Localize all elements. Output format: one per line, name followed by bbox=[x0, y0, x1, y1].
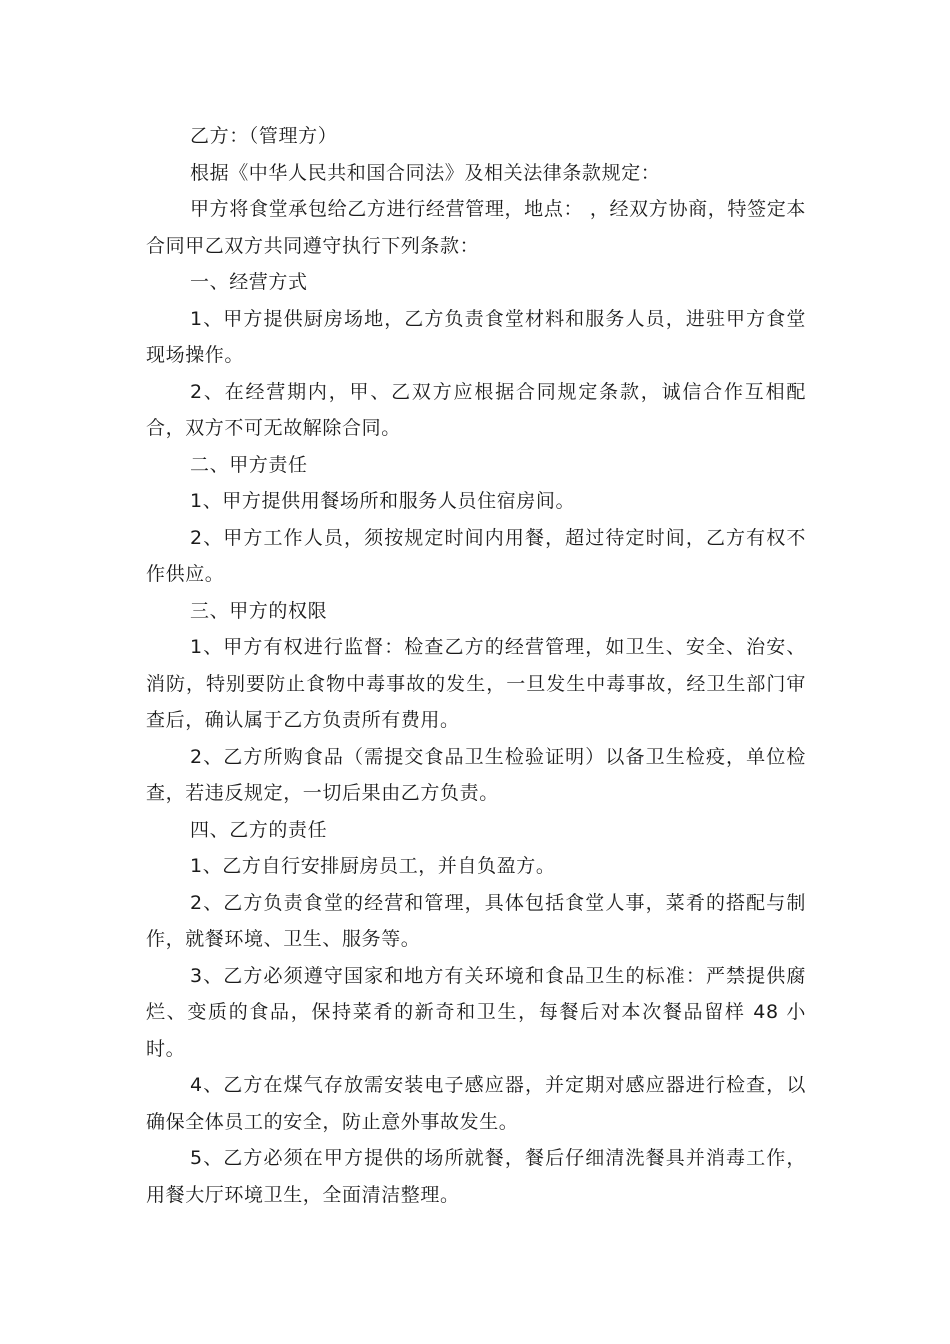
clause-4-4: 4、乙方在煤气存放需安装电子感应器，并定期对感应器进行检查，以确保全体员工的安全，防止意外事故发生。 bbox=[146, 1074, 806, 1133]
clause-2-2: 2、甲方工作人员，须按规定时间内用餐，超过待定时间，乙方有权不作供应。 bbox=[146, 526, 806, 585]
clause-1-1: 1、甲方提供厨房场地，乙方负责食堂材料和服务人员，进驻甲方食堂现场操作。 bbox=[146, 307, 806, 366]
party-b-line: 乙方：（管理方） bbox=[190, 125, 338, 147]
clause-3-2: 2、乙方所购食品（需提交食品卫生检验证明）以备卫生检疫，单位检查，若违反规定，一切后果由乙方负责。 bbox=[146, 745, 806, 804]
section-heading-2: 二、甲方责任 bbox=[190, 453, 308, 476]
clause-4-2: 2、乙方负责食堂的经营和管理，具体包括食堂人事，菜肴的搭配与制作，就餐环境、卫生、服务等。 bbox=[146, 891, 806, 950]
clause-4-3: 3、乙方必须遵守国家和地方有关环境和食品卫生的标准：严禁提供腐烂、变质的食品，保持菜肴的新奇和卫生，每餐后对本次餐品留样 48 小时。 bbox=[146, 964, 806, 1060]
legal-basis-line: 根据《中华人民共和国合同法》及相关法律条款规定： bbox=[190, 161, 661, 184]
clause-1-2: 2、在经营期内，甲、乙双方应根据合同规定条款，诚信合作互相配合，双方不可无故解除合同。 bbox=[146, 380, 806, 439]
section-heading-1: 一、经营方式 bbox=[190, 271, 308, 293]
clause-4-5: 5、乙方必须在甲方提供的场所就餐，餐后仔细清洗餐具并消毒工作，用餐大厅环境卫生，全面清洁整理。 bbox=[146, 1147, 806, 1206]
section-heading-3: 三、甲方的权限 bbox=[190, 599, 328, 622]
clause-2-1: 1、甲方提供用餐场所和服务人员住宿房间。 bbox=[190, 490, 576, 512]
clause-3-1: 1、甲方有权进行监督：检查乙方的经营管理，如卫生、安全、治安、消防，特别要防止食物中毒事故的发生，一旦发生中毒事故，经卫生部门审查后，确认属于乙方负责所有费用。 bbox=[146, 636, 806, 731]
preamble-paragraph: 甲方将食堂承包给乙方进行经营管理，地点： ，经双方协商，特签定本合同甲乙双方共同遵守执行下列条款： bbox=[146, 198, 806, 257]
section-heading-4: 四、乙方的责任 bbox=[190, 818, 328, 841]
clause-4-1: 1、乙方自行安排厨房员工，并自负盈方。 bbox=[190, 855, 556, 877]
document-page bbox=[146, 118, 806, 1213]
